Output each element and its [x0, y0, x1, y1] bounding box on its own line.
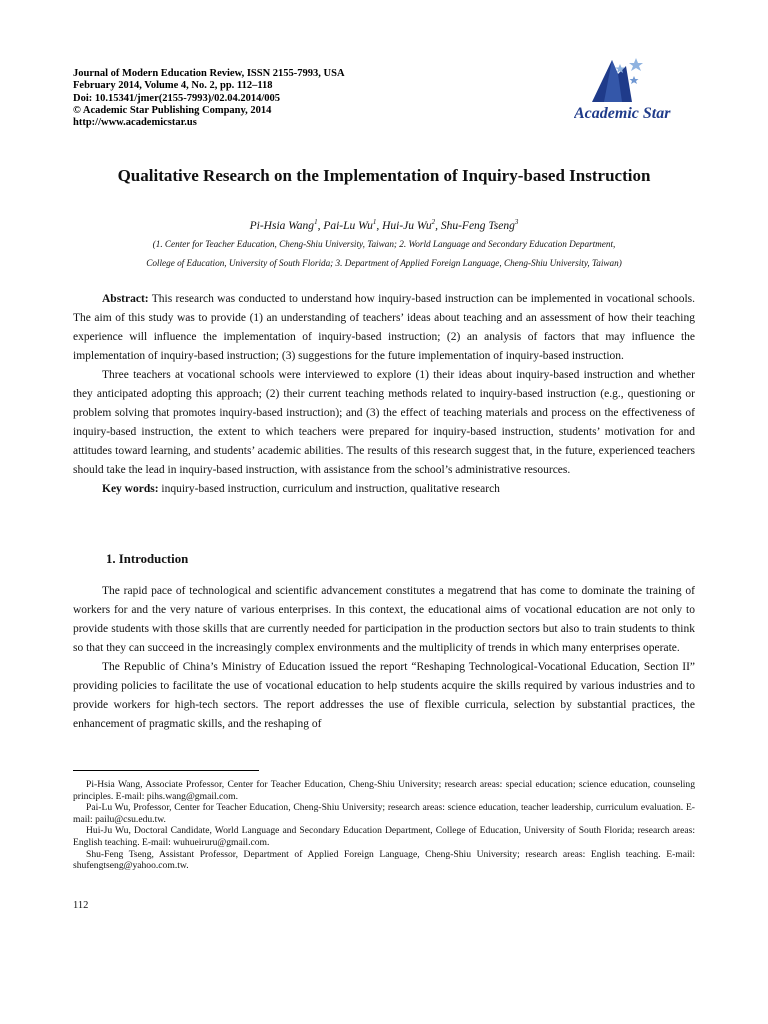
star-logo-icon: [574, 52, 700, 124]
copyright-line: © Academic Star Publishing Company, 2014: [73, 104, 272, 116]
academic-star-logo: [574, 52, 700, 124]
footnote-2: Pai-Lu Wu, Professor, Center for Teacher Education, Cheng-Shiu University; research areas: science education, teacher leadership, curriculum evaluation. E-mail: pailu@csu.edu.tw.: [73, 802, 695, 825]
abstract-section: [73, 290, 695, 499]
abstract-paragraph-2: Three teachers at vocational schools were interviewed to explore (1) their ideas about inquiry-based instruction and whether they anticipated adopting this approach; (2) their current teaching methods related to inquiry-based instruction (e.g., questioning or problem solving that promotes inquiry-based instruction); and (3) the effect of teaching materials and process on the effectiveness of inquiry-based instruction, the extent to which teachers were prepared for inquiry-based instruction, students’ motivation for and attitudes toward learning, and students’ academic abilities. The results of this research suggest that, in the future, experienced teachers should take the lead in inquiry-based instruction, with assistance from the school’s administrative resources.: [73, 369, 695, 476]
abstract-paragraph-1: Abstract: This research was conducted to understand how inquiry-based instruction can be implemented in vocational schools. The aim of this study was to provide (1) an understanding of teachers’ ideas about teaching and an assessment of how their teaching experience will influence the implementation of inquiry-based instruction; (2) an analysis of factors that may influence the implementation of inquiry-based instruction; (3) suggestions for the future implementation of inquiry-based instruction.: [73, 293, 695, 362]
journal-issn-line: Journal of Modern Education Review, ISSN 2155-7993, USA: [73, 68, 345, 79]
section-heading-introduction: 1. Introduction: [106, 552, 189, 566]
footnote-4: Shu-Feng Tseng, Assistant Professor, Department of Applied Foreign Language, Cheng-Shiu University; research areas: English teaching. E-mail: shufengtseng@yahoo.com.tw.: [73, 848, 695, 872]
paper-title: Qualitative Research on the Implementation of Inquiry-based Instruction: [117, 166, 651, 185]
footnote-divider: [73, 770, 259, 771]
affiliation-line-1: (1. Center for Teacher Education, Cheng-Shiu University, Taiwan; 2. World Language and Secondary Education Department,: [152, 239, 616, 249]
footnote-3: Hui-Ju Wu, Doctoral Candidate, World Language and Secondary Education Department, College of Education, University of South Florida; research areas: English teaching. E-mail: wuhueiruru@gmail.com.: [73, 825, 695, 848]
page-number: 112: [73, 900, 89, 911]
author-3: Hui-Ju Wu$^2$,: [382, 218, 441, 232]
author-4: Shu-Feng Tseng$^3$: [440, 218, 519, 232]
keywords: Key words: inquiry-based instruction, curriculum and instruction, qualitative research: [102, 483, 500, 495]
intro-paragraph-1: The rapid pace of technological and scientific advancement constitutes a megatrend that has come to dominate the training of workers for and the very nature of various enterprises. In this context, the educational aims of vocational education are not only to provide students with those skills that are currently needed for participation in the production sectors but also to train students to think so that they can succeed in the increasingly complex environments and the multiplicity of trends in which many enterprises operate.: [73, 585, 695, 654]
author-list: [40, 214, 728, 234]
affiliations: [60, 235, 708, 273]
doi-line: Doi: 10.15341/jmer(2155-7993)/02.04.2014/005: [73, 92, 281, 104]
abstract-label: Abstract:: [102, 293, 149, 305]
footnote-1: Pi-Hsia Wang, Associate Professor, Center for Teacher Education, Cheng-Shiu University; research areas: special education; science education, counseling principles. E-mail: pihs.wang@gmail.com.: [73, 779, 695, 802]
logo-text: Academic Star: [574, 105, 671, 122]
keywords-label: Key words:: [102, 483, 159, 495]
affiliation-line-2: College of Education, University of South Florida; 3. Department of Applied Foreign Language, Cheng-Shiu University, Taiwan): [146, 258, 622, 268]
author-2: Pai-Lu Wu$^1$,: [323, 218, 383, 232]
author-1: Pi-Hsia Wang$^1$,: [249, 218, 324, 232]
journal-header: [73, 68, 533, 129]
footnotes: [73, 779, 695, 872]
introduction-section: [73, 582, 695, 734]
publisher-url[interactable]: http://www.academicstar.us: [73, 117, 197, 129]
intro-paragraph-2: The Republic of China’s Ministry of Education issued the report “Reshaping Technological-Vocational Education, Section II” providing policies to facilitate the use of vocational education to help students acquire the skills required by various industries and to provide workers for high-tech sectors. The report addresses the use of flexible curricula, selection by substantial practices, the enhancement of pragmatic skills, and the reshaping of: [73, 661, 695, 730]
journal-issue-line: February 2014, Volume 4, No. 2, pp. 112–118: [73, 80, 273, 92]
